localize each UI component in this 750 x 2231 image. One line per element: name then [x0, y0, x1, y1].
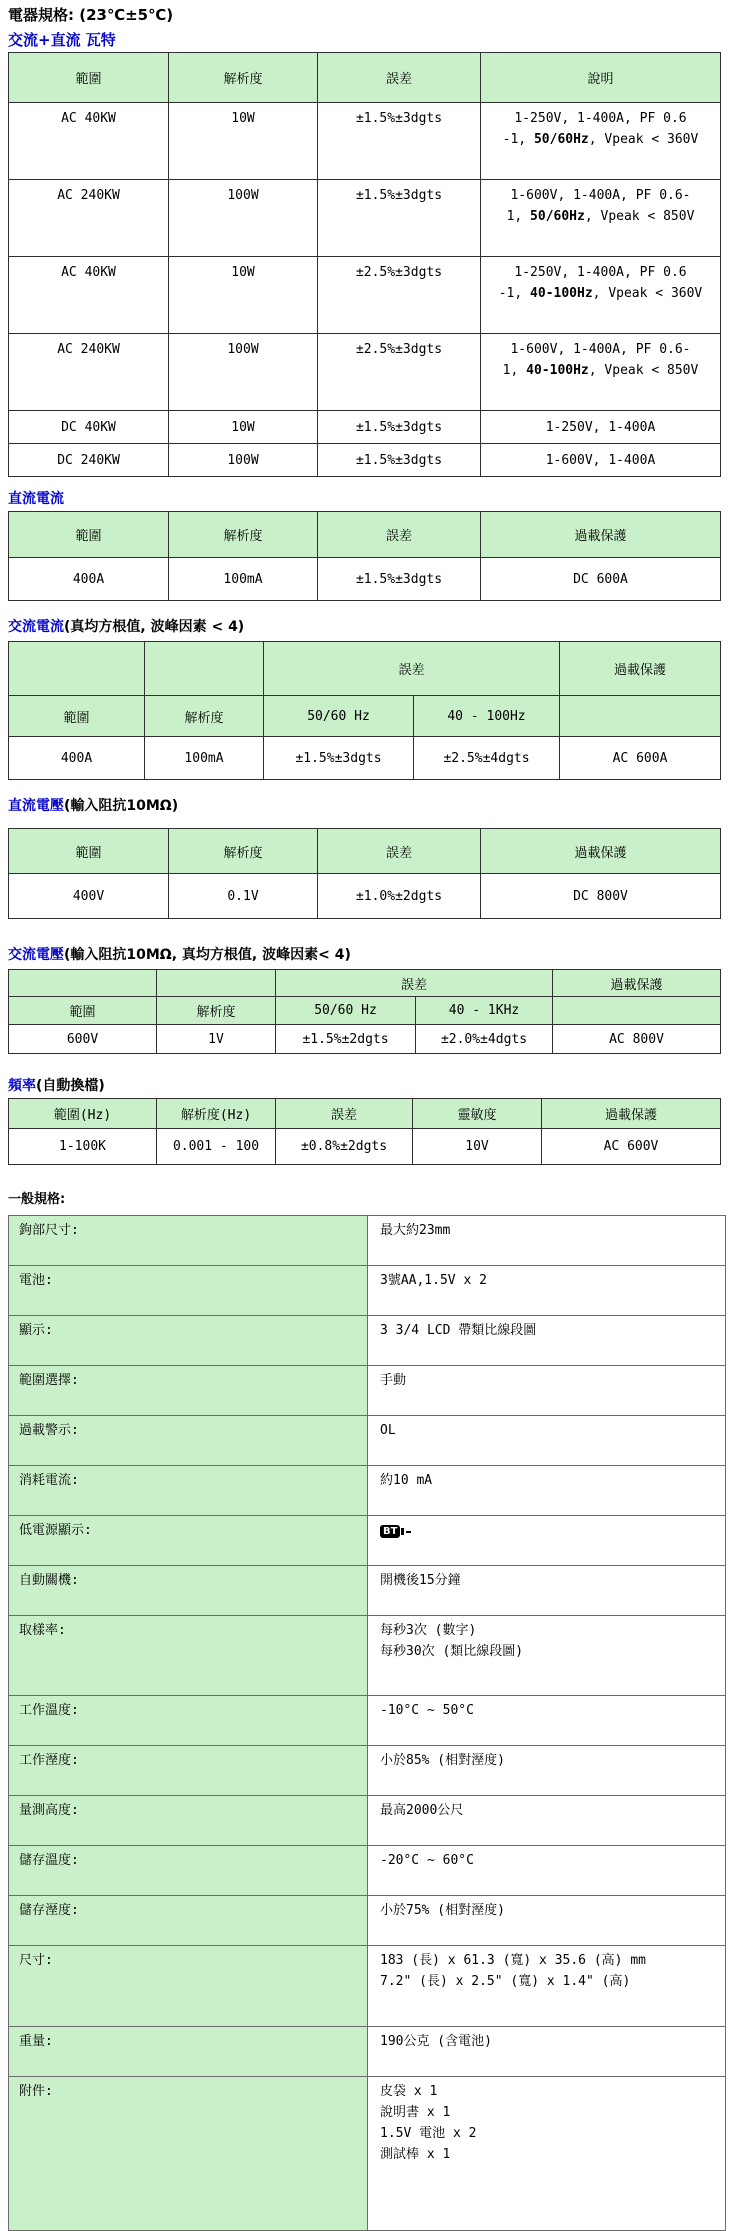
heading-note: (自動換檔): [36, 1078, 105, 1094]
note-line-1: 1-250V, 1-400A, PF 0.6: [514, 111, 687, 126]
spec-label: 附件:: [9, 2077, 368, 2231]
spec-label: 電池:: [9, 1266, 368, 1316]
value-line: 小於85% (相對溼度): [380, 1753, 505, 1768]
note-freq-bold: 40-100Hz: [526, 363, 589, 378]
battery-tail-dash: [406, 1531, 411, 1533]
accuracy-cell: ±1.5%±3dgts: [318, 444, 481, 477]
section-heading-ac-voltage: [8, 945, 750, 965]
col-header-freq-40-100: 40 - 100Hz: [414, 696, 560, 737]
note-post: , Vpeak < 360V: [588, 132, 699, 147]
note-post: , Vpeak < 360V: [592, 286, 703, 301]
resolution-cell: 1V: [157, 1025, 276, 1054]
table-row-jaw-size: [9, 1216, 726, 1266]
resolution-cell: 10W: [169, 257, 318, 334]
section-heading-dc-voltage: [8, 796, 750, 816]
table-row: [9, 737, 721, 780]
spec-label: 過載警示:: [9, 1416, 368, 1466]
col-header-range-hz: 範圍(Hz): [9, 1099, 157, 1129]
note-cell: [481, 257, 721, 334]
dc-voltage-table: [8, 828, 721, 919]
header-row: [9, 1099, 721, 1129]
value-line: 7.2" (長) x 2.5" (寬) x 1.4" (高): [380, 1974, 631, 1989]
protection-cell: DC 800V: [481, 874, 721, 919]
table-row: [9, 257, 721, 334]
col-header-overload-protection: 過載保護: [542, 1099, 721, 1129]
spec-value: [368, 1846, 726, 1896]
resolution-cell: 100W: [169, 180, 318, 257]
range-cell: 1-100K: [9, 1129, 157, 1165]
value-line: 1.5V 電池 x 2: [380, 2126, 477, 2141]
note-line-2: [482, 206, 719, 227]
spec-value: [368, 1896, 726, 1946]
note-line-1: 1-600V, 1-400A, PF 0.6-: [510, 188, 691, 203]
table-row-display: [9, 1316, 726, 1366]
value-line: 3號AA,1.5V x 2: [380, 1273, 487, 1288]
col-header-range: 範圍: [9, 512, 169, 558]
table-row-operating-humidity: [9, 1746, 726, 1796]
empty-header-cell: [145, 642, 264, 696]
spec-label: 重量:: [9, 2027, 368, 2077]
spec-value: [368, 1316, 726, 1366]
col-header-note: 說明: [481, 53, 721, 103]
value-line: 手動: [380, 1373, 407, 1388]
accuracy-cell: ±1.5%±3dgts: [318, 411, 481, 444]
resolution-cell: 100mA: [145, 737, 264, 780]
table-row-storage-temp: [9, 1846, 726, 1896]
value-line: 最高2000公尺: [380, 1803, 464, 1818]
note-cell: 1-250V, 1-400A: [481, 411, 721, 444]
ac-voltage-table: [8, 969, 721, 1054]
col-header-sensitivity: 靈敏度: [413, 1099, 542, 1129]
empty-header-cell: [560, 696, 721, 737]
table-row-battery: [9, 1266, 726, 1316]
spec-label: 儲存溼度:: [9, 1896, 368, 1946]
table-row-storage-humidity: [9, 1896, 726, 1946]
col-header-resolution: 解析度: [169, 829, 318, 874]
note-line-2: [482, 360, 719, 381]
spec-value: [368, 1796, 726, 1846]
note-line-2: [482, 283, 719, 304]
accuracy-cell: ±0.8%±2dgts: [276, 1129, 413, 1165]
spec-value: [368, 1266, 726, 1316]
spec-value: [368, 1946, 726, 2027]
resolution-cell: 100W: [169, 334, 318, 411]
value-line: -10°C ~ 50°C: [380, 1703, 474, 1718]
value-line: 183 (長) x 61.3 (寬) x 35.6 (高) mm: [380, 1953, 646, 1968]
col-header-resolution: 解析度: [169, 512, 318, 558]
range-cell: 400A: [9, 737, 145, 780]
spec-value: [368, 1746, 726, 1796]
spec-value: [368, 1696, 726, 1746]
note-cell: 1-600V, 1-400A: [481, 444, 721, 477]
section-heading-frequency: [8, 1076, 750, 1096]
table-row: [9, 1129, 721, 1165]
resolution-cell: 10W: [169, 411, 318, 444]
spec-label: 尺寸:: [9, 1946, 368, 2027]
col-header-resolution-hz: 解析度(Hz): [157, 1099, 276, 1129]
spec-label: 量測高度:: [9, 1796, 368, 1846]
section-heading-dc-current: [8, 489, 750, 509]
accuracy-cell-1: ±1.5%±2dgts: [276, 1025, 416, 1054]
note-post: , Vpeak < 850V: [588, 363, 699, 378]
col-header-accuracy: 誤差: [318, 829, 481, 874]
table-row-current-consumption: [9, 1466, 726, 1516]
spec-value: [368, 1366, 726, 1416]
col-header-accuracy: 誤差: [318, 53, 481, 103]
col-header-accuracy: 誤差: [276, 970, 553, 997]
value-line: OL: [380, 1423, 396, 1438]
col-header-accuracy: 誤差: [318, 512, 481, 558]
range-cell: AC 240KW: [9, 180, 169, 257]
table-row: [9, 103, 721, 180]
spec-label: 工作溫度:: [9, 1696, 368, 1746]
section-heading-ac-dc-watt: 交流+直流 瓦特: [8, 31, 116, 49]
value-line: 開機後15分鐘: [380, 1573, 461, 1588]
header-row-1: [9, 970, 721, 997]
spec-label: 顯示:: [9, 1316, 368, 1366]
note-cell: [481, 334, 721, 411]
col-header-freq-50-60: 50/60 Hz: [276, 997, 416, 1025]
section-heading-general-specs: 一般規格:: [8, 1192, 66, 1207]
header-row: [9, 829, 721, 874]
protection-cell: AC 800V: [553, 1025, 721, 1054]
value-line: 每秒3次 (數字): [380, 1623, 477, 1638]
spec-label: 範圍選擇:: [9, 1366, 368, 1416]
note-pre: -1,: [498, 286, 531, 301]
note-freq-bold: 50/60Hz: [533, 132, 589, 147]
col-header-freq-40-1k: 40 - 1KHz: [416, 997, 553, 1025]
col-header-freq-50-60: 50/60 Hz: [264, 696, 414, 737]
table-row-auto-power-off: [9, 1566, 726, 1616]
col-header-resolution: 解析度: [157, 997, 276, 1025]
accuracy-cell-2: ±2.5%±4dgts: [414, 737, 560, 780]
col-header-overload-protection: 過載保護: [553, 970, 721, 997]
note-pre: 1,: [506, 209, 531, 224]
value-line: 最大約23mm: [380, 1223, 451, 1238]
range-cell: 400A: [9, 558, 169, 601]
value-line: 約10 mA: [380, 1473, 433, 1488]
low-battery-icon: [380, 1521, 411, 1542]
general-specs-table: [8, 1215, 726, 2231]
note-post: , Vpeak < 850V: [584, 209, 695, 224]
empty-header-cell: [157, 970, 276, 997]
heading-text: 交流電流: [8, 619, 64, 635]
table-row-accessories: [9, 2077, 726, 2231]
empty-header-cell: [9, 642, 145, 696]
range-cell: DC 240KW: [9, 444, 169, 477]
value-line: 190公克 (含電池): [380, 2034, 492, 2049]
heading-text: 直流電流: [8, 491, 64, 507]
header-row-2: [9, 997, 721, 1025]
table-row: [9, 411, 721, 444]
value-line: 3 3/4 LCD 帶類比線段圖: [380, 1323, 537, 1338]
resolution-cell: 100mA: [169, 558, 318, 601]
col-header-accuracy: 誤差: [276, 1099, 413, 1129]
spec-value: [368, 1566, 726, 1616]
table-row-measurement-altitude: [9, 1796, 726, 1846]
header-row-1: [9, 642, 721, 696]
note-pre: -1,: [502, 132, 534, 147]
note-line-1: 1-600V, 1-400A, PF 0.6-: [510, 342, 691, 357]
ac-current-table: [8, 641, 721, 780]
watt-header-row: [9, 53, 721, 103]
table-row: [9, 874, 721, 919]
protection-cell: AC 600V: [542, 1129, 721, 1165]
spec-value: [368, 1416, 726, 1466]
resolution-cell: 100W: [169, 444, 318, 477]
heading-text: 直流電壓: [8, 798, 64, 814]
table-row-operating-temp: [9, 1696, 726, 1746]
header-row-2: [9, 696, 721, 737]
col-header-range: 範圍: [9, 829, 169, 874]
spec-value: [368, 2027, 726, 2077]
value-line: -20°C ~ 60°C: [380, 1853, 474, 1868]
spec-value: [368, 2077, 726, 2231]
table-row-dimensions: [9, 1946, 726, 2027]
table-row-weight: [9, 2027, 726, 2077]
battery-nub: [401, 1528, 404, 1535]
table-row-range-select: [9, 1366, 726, 1416]
note-cell: [481, 103, 721, 180]
spec-label: 自動關機:: [9, 1566, 368, 1616]
accuracy-cell: ±1.5%±3dgts: [318, 103, 481, 180]
accuracy-cell: ±2.5%±3dgts: [318, 334, 481, 411]
col-header-overload-protection: 過載保護: [560, 642, 721, 696]
empty-header-cell: [553, 997, 721, 1025]
range-cell: 400V: [9, 874, 169, 919]
heading-note: (真均方根值, 波峰因素 < 4): [64, 619, 245, 635]
col-header-range: 範圍: [9, 997, 157, 1025]
watt-table: [8, 52, 721, 477]
note-cell: [481, 180, 721, 257]
heading-note: (輸入阻抗10MΩ): [64, 798, 179, 814]
col-header-range: 範圍: [9, 53, 169, 103]
empty-header-cell: [9, 970, 157, 997]
range-cell: DC 40KW: [9, 411, 169, 444]
note-line-2: [482, 129, 719, 150]
table-row-sampling-rate: [9, 1616, 726, 1696]
accuracy-cell: ±1.5%±3dgts: [318, 180, 481, 257]
table-row: [9, 180, 721, 257]
range-cell: AC 240KW: [9, 334, 169, 411]
table-row: [9, 558, 721, 601]
note-line-1: 1-250V, 1-400A, PF 0.6: [514, 265, 687, 280]
accuracy-cell: ±1.5%±3dgts: [318, 558, 481, 601]
spec-label: 低電源顯示:: [9, 1516, 368, 1566]
table-row: [9, 334, 721, 411]
table-row-overload-warning: [9, 1416, 726, 1466]
spec-value: [368, 1616, 726, 1696]
value-line: 說明書 x 1: [380, 2105, 451, 2120]
table-row: [9, 1025, 721, 1054]
note-freq-bold: 40-100Hz: [530, 286, 593, 301]
dc-current-table: [8, 511, 721, 601]
range-cell: AC 40KW: [9, 103, 169, 180]
table-row-low-battery-indicator: [9, 1516, 726, 1566]
heading-text: 頻率: [8, 1078, 36, 1094]
accuracy-cell: ±2.5%±3dgts: [318, 257, 481, 334]
protection-cell: AC 600A: [560, 737, 721, 780]
resolution-cell: 0.001 - 100: [157, 1129, 276, 1165]
accuracy-cell: ±1.0%±2dgts: [318, 874, 481, 919]
col-header-resolution: 解析度: [169, 53, 318, 103]
frequency-table: [8, 1098, 721, 1165]
spec-label: 消耗電流:: [9, 1466, 368, 1516]
spec-label: 鉤部尺寸:: [9, 1216, 368, 1266]
spec-value: [368, 1216, 726, 1266]
value-line: 小於75% (相對溼度): [380, 1903, 505, 1918]
resolution-cell: 10W: [169, 103, 318, 180]
value-line: 測試棒 x 1: [380, 2147, 451, 2162]
col-header-resolution: 解析度: [145, 696, 264, 737]
resolution-cell: 0.1V: [169, 874, 318, 919]
accuracy-cell-2: ±2.0%±4dgts: [416, 1025, 553, 1054]
value-line: 每秒30次 (類比線段圖): [380, 1644, 524, 1659]
protection-cell: DC 600A: [481, 558, 721, 601]
col-header-accuracy: 誤差: [264, 642, 560, 696]
spec-label: 取樣率:: [9, 1616, 368, 1696]
section-heading-ac-current: [8, 617, 750, 637]
accuracy-cell-1: ±1.5%±3dgts: [264, 737, 414, 780]
col-header-range: 範圍: [9, 696, 145, 737]
header-row: [9, 512, 721, 558]
value-line: 皮袋 x 1: [380, 2084, 438, 2099]
range-cell: 600V: [9, 1025, 157, 1054]
spec-label: 儲存溫度:: [9, 1846, 368, 1896]
note-pre: 1,: [502, 363, 527, 378]
col-header-overload-protection: 過載保護: [481, 829, 721, 874]
col-header-overload-protection: 過載保護: [481, 512, 721, 558]
heading-note: (輸入阻抗10MΩ, 真均方根值, 波峰因素< 4): [64, 947, 351, 963]
spec-value: [368, 1516, 726, 1566]
battery-badge-label: BT: [380, 1525, 400, 1538]
page-title: 電器規格: (23℃±5℃): [8, 6, 174, 24]
note-freq-bold: 50/60Hz: [530, 209, 585, 224]
spec-label: 工作溼度:: [9, 1746, 368, 1796]
sensitivity-cell: 10V: [413, 1129, 542, 1165]
heading-text: 交流電壓: [8, 947, 64, 963]
table-row: [9, 444, 721, 477]
spec-value: [368, 1466, 726, 1516]
range-cell: AC 40KW: [9, 257, 169, 334]
